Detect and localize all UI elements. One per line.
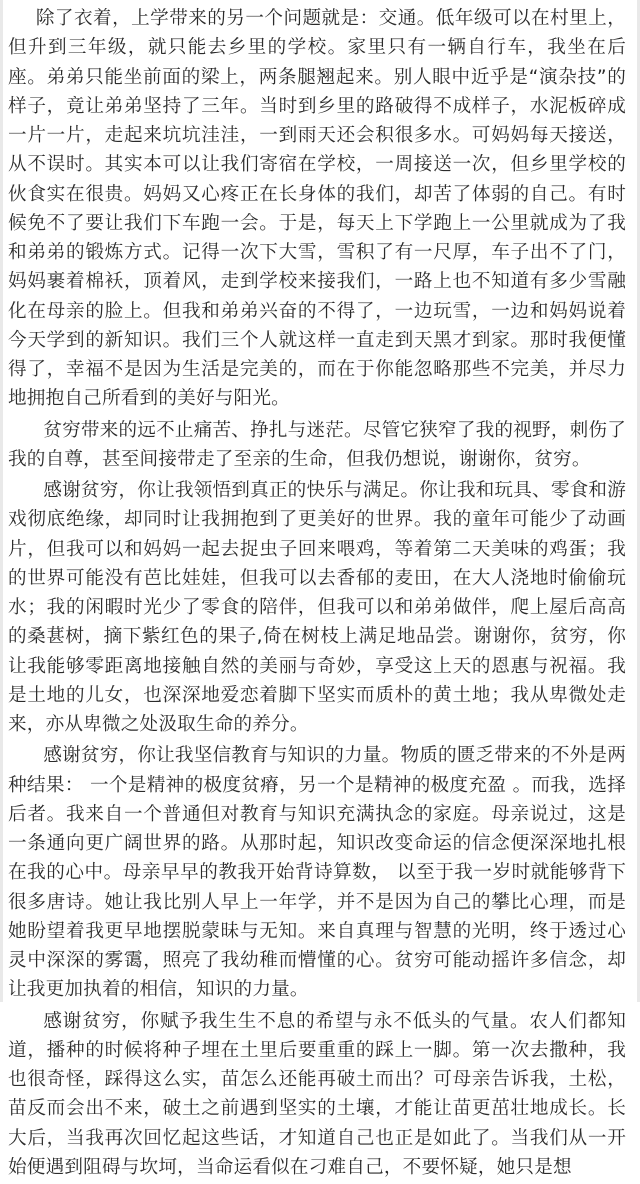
paragraph-gratitude-hope: 感谢贫穷，你赋予我生生不息的希望与永不低头的气量。农人们都知道，播种的时候将种子埋在土里后要重重的踩上一脚。第一次去撒种，我也很奇怪，踩得这么实，苗怎么还能再破土而出？可母亲告诉我，土松，苗反而会出不来，破土之前遇到坚实的土壤，才能让苗更茁壮地成长。长大后，当我再次回忆起这些话，才知道自己也正是如此了。当我们从一开始便遇到阻碍与坎坷，当命运看似在刁难自己，不要怀疑，她只是想 [8, 1010, 626, 1178]
page-left-edge [0, 0, 3, 1002]
paragraph-gratitude-joy: 感谢贫穷，你让我领悟到真正的快乐与满足。你让我和玩具、零食和游戏彻底绝缘，却同时让我拥抱到了更美好的世界。我的童年可能少了动画片，但我可以和妈妈一起去捉虫子回来喂鸡，等着第二天美味的鸡蛋；我的世界可能没有芭比娃娃，但我可以去香郁的麦田，在大人浇地时偷偷玩水；我的闲暇时光少了零食的陪伴，但我可以和弟弟做伴，爬上屋后高高的桑葚树，摘下紫红色的果子,倚在树枝上满足地品尝。谢谢你，贫穷，你让我能够零距离地接触自然的美丽与奇妙，享受这上天的恩惠与祝福。我是土地的儿女，也深深地爱恋着脚下坚实而质朴的黄土地；我从卑微处走来，亦从卑微之处汲取生命的养分。 [8, 480, 626, 735]
paragraph-gratitude-knowledge: 感谢贫穷，你让我坚信教育与知识的力量。物质的匮乏带来的不外是两种结果： 一个是精神的极度贫瘠，另一个是精神的极度充盈 。而我，选择后者。我来自一个普通但对教育与知识充满执念的家庭。母亲说过，这是一条通向更广阔世界的路。从那时起，知识改变命运的信念便深深地扎根在我的心中。母亲早早的教我开始背诗算数， 以至于我一岁时就能够背下很多唐诗。她让我比别人早上一年学，并不是因为自己的攀比心理，而是她盼望着我更早地摆脱蒙昧与无知。来自真理与智慧的光明，终于透过心灵中深深的雾霭，照亮了我幼稚而懵懂的心。贫穷可能动摇许多信念，却让我更加执着的相信，知识的力量。 [8, 745, 626, 1001]
paragraph-transport: 除了衣着，上学带来的另一个问题就是：交通。低年级可以在村里上，但升到三年级，就只能去乡里的学校。家里只有一辆自行车，我坐在后座。弟弟只能坐前面的梁上，两条腿翘起来。别人眼中近乎是“演杂技”的样子，竟让弟弟坚持了三年。当时到乡里的路破得不成样子，水泥板碎成一片一片，走起来坑坑洼洼，一到雨天还会积很多水。可妈妈每天接送，从不误时。其实本可以让我们寄宿在学校，一周接送一次，但乡里学校的伙食实在很贵。妈妈又心疼正在长身体的我们，却苦了体弱的自己。有时候免不了要让我们下车跑一会。于是，每天上下学跑上一公里就成为了我和弟弟的锻炼方式。记得一次下大雪，雪积了有一尺厚，车子出不了门，妈妈裹着棉袄，顶着风，走到学校来接我们，一路上也不知道有多少雪融化在母亲的脸上。但我和弟弟兴奋的不得了，一边玩雪，一边和妈妈说着今天学到的新知识。我们三个人就这样一直走到天黑才到家。那时我便懂得了，幸福不是因为生活是完美的，而在于你能忽略那些不完美，并尽力地拥抱自己所看到的美好与阳光。 [8, 8, 626, 410]
paragraph-poverty-intro: 贫穷带来的远不止痛苦、挣扎与迷茫。尽管它狭窄了我的视野，刺伤了我的自尊，甚至间接带走了至亲的生命，但我仍想说，谢谢你，贫穷。 [8, 419, 626, 470]
article-body [8, 4, 626, 1184]
